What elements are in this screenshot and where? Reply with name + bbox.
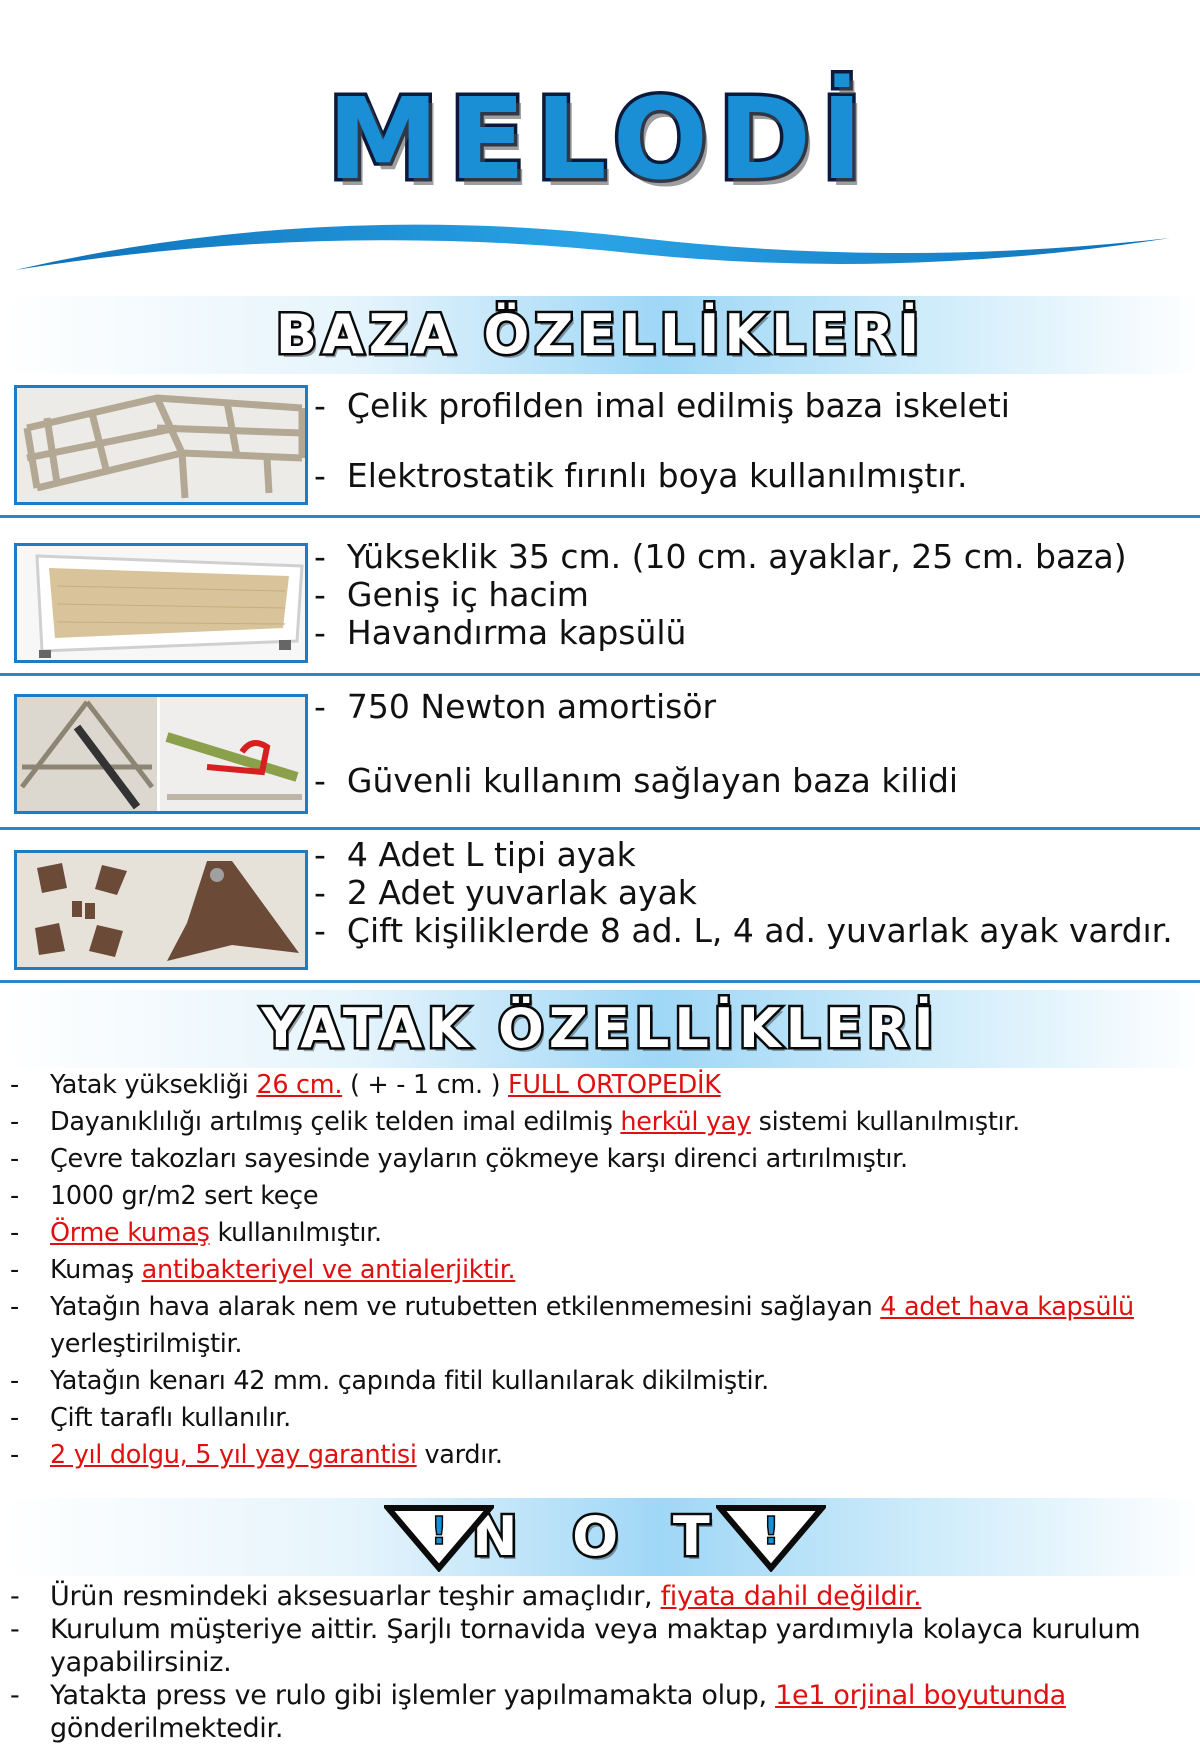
feature-text: 750 Newton amortisör [346, 687, 717, 726]
dash: - [10, 1581, 20, 1612]
svg-text:!: ! [762, 1509, 780, 1553]
dash: - [314, 575, 326, 614]
feature-line [314, 688, 1194, 726]
list-item [10, 1104, 1190, 1141]
baza-title: BAZA ÖZELLİKLERİ [275, 303, 925, 366]
feature-line [314, 912, 1194, 950]
item-text: Çift taraflı kullanılır. [50, 1403, 291, 1433]
item-text: Yatağın kenarı 42 mm. çapında fitil kullanılarak dikilmiştir. [50, 1366, 769, 1396]
logo-text: MELODİ [327, 75, 873, 205]
item-highlight: FULL ORTOPEDİK [508, 1070, 721, 1100]
feature-line [314, 874, 1194, 912]
dash: - [10, 1292, 19, 1322]
logo-swoosh [0, 210, 1200, 280]
steel-frame-image [14, 385, 308, 505]
svg-text:!: ! [430, 1509, 448, 1553]
feature-line [314, 538, 1194, 576]
section-divider [0, 515, 1200, 518]
item-highlight: 2 yıl dolgu, 5 yıl yay garantisi [50, 1440, 417, 1470]
list-item [10, 1289, 1190, 1363]
item-highlight: 26 cm. [256, 1070, 343, 1100]
feature-line [314, 576, 1194, 614]
section-divider [0, 980, 1200, 983]
item-text: Çevre takozları sayesinde yayların çökmeye karşı direnci artırılmıştır. [50, 1144, 908, 1174]
item-text: gönderilmektedir. [50, 1713, 284, 1744]
item-text: Ürün resmindeki aksesuarlar teşhir amaçlıdır, [50, 1581, 661, 1612]
dash: - [314, 687, 326, 726]
dash: - [10, 1070, 19, 1100]
list-item [10, 1141, 1190, 1178]
item-text: Yatakta press ve rulo gibi işlemler yapılmamakta olup, [50, 1680, 776, 1711]
dash: - [10, 1255, 19, 1285]
section-divider [0, 827, 1200, 830]
feature-line [314, 457, 1194, 495]
dash: - [314, 911, 326, 950]
list-item [10, 1613, 1190, 1679]
dash: - [314, 835, 326, 874]
not-list [10, 1580, 1190, 1745]
feature-text: Güvenli kullanım sağlayan baza kilidi [346, 761, 959, 800]
feature-text: Çelik profilden imal edilmiş baza iskeleti [346, 386, 1010, 425]
baza-banner [0, 296, 1200, 374]
dash: - [10, 1144, 19, 1174]
item-text: kullanılmıştır. [209, 1218, 382, 1248]
item-text: Yatağın hava alarak nem ve rutubetten etkilenmemesini sağlayan [50, 1292, 881, 1322]
item-text: Kumaş [50, 1255, 142, 1285]
baza-row-1 [314, 385, 1194, 505]
not-banner [0, 1498, 1200, 1576]
feature-text: 2 Adet yuvarlak ayak [346, 873, 697, 912]
item-text: vardır. [416, 1440, 503, 1470]
legs-image [14, 850, 308, 970]
dash: - [314, 456, 326, 495]
feature-text: 4 Adet L tipi ayak [346, 835, 636, 874]
dash: - [314, 761, 326, 800]
brand-logo [0, 75, 1200, 205]
list-item [10, 1437, 1190, 1474]
list-item [10, 1252, 1190, 1289]
list-item [10, 1215, 1190, 1252]
dash: - [10, 1403, 19, 1433]
feature-line [314, 614, 1194, 652]
baza-row-3 [314, 688, 1194, 808]
dash: - [10, 1366, 19, 1396]
baza-row-4 [314, 836, 1194, 966]
item-text: Kurulum müşteriye aittir. Şarjlı tornavida veya maktap yardımıyla kolayca kurulum yapabilirsiniz. [50, 1614, 1141, 1678]
dash: - [10, 1107, 19, 1137]
warning-icon [716, 1504, 826, 1572]
feature-text: Elektrostatik fırınlı boya kullanılmıştır. [346, 456, 968, 495]
piston-lock-image [14, 694, 308, 814]
list-item [10, 1067, 1190, 1104]
feature-line [314, 762, 1194, 800]
item-text: ( + - 1 cm. ) [342, 1070, 509, 1100]
item-highlight: antibakteriyel ve antialerjiktir. [141, 1255, 516, 1285]
dash: - [314, 613, 326, 652]
dash: - [10, 1218, 19, 1248]
feature-text: Geniş iç hacim [346, 575, 589, 614]
dash: - [10, 1181, 19, 1211]
list-item [10, 1400, 1190, 1437]
baza-row-2 [314, 538, 1194, 658]
item-highlight: fiyata dahil değildir. [660, 1581, 922, 1612]
item-highlight: Örme kumaş [50, 1218, 210, 1248]
item-text: 1000 gr/m2 sert keçe [50, 1181, 319, 1211]
yatak-banner [0, 990, 1200, 1068]
dash: - [10, 1440, 19, 1470]
dash: - [10, 1680, 20, 1711]
dash: - [314, 873, 326, 912]
list-item [10, 1178, 1190, 1215]
dash: - [314, 386, 326, 425]
section-divider [0, 673, 1200, 676]
feature-text: Çift kişiliklerde 8 ad. L, 4 ad. yuvarlak ayak vardır. [346, 911, 1173, 950]
item-text: Dayanıklılığı artılmış çelik telden imal edilmiş [50, 1107, 621, 1137]
feature-text: Havandırma kapsülü [346, 613, 687, 652]
not-title: N O T [472, 1505, 728, 1568]
storage-base-image [14, 543, 308, 663]
item-text: Yatak yüksekliği [50, 1070, 257, 1100]
yatak-list [10, 1067, 1190, 1474]
item-highlight: herkül yay [620, 1107, 751, 1137]
feature-line [314, 387, 1194, 425]
item-text: yerleştirilmiştir. [50, 1329, 243, 1359]
feature-line [314, 836, 1194, 874]
dash: - [10, 1614, 20, 1645]
item-highlight: 4 adet hava kapsülü [880, 1292, 1134, 1322]
warning-icon [384, 1504, 494, 1572]
dash: - [314, 537, 326, 576]
yatak-title: YATAK ÖZELLİKLERİ [261, 997, 939, 1060]
list-item [10, 1580, 1190, 1613]
list-item [10, 1679, 1190, 1745]
feature-text: Yükseklik 35 cm. (10 cm. ayaklar, 25 cm. baza) [346, 537, 1127, 576]
list-item [10, 1363, 1190, 1400]
item-text: sistemi kullanılmıştır. [750, 1107, 1020, 1137]
item-highlight: 1e1 orjinal boyutunda [775, 1680, 1066, 1711]
